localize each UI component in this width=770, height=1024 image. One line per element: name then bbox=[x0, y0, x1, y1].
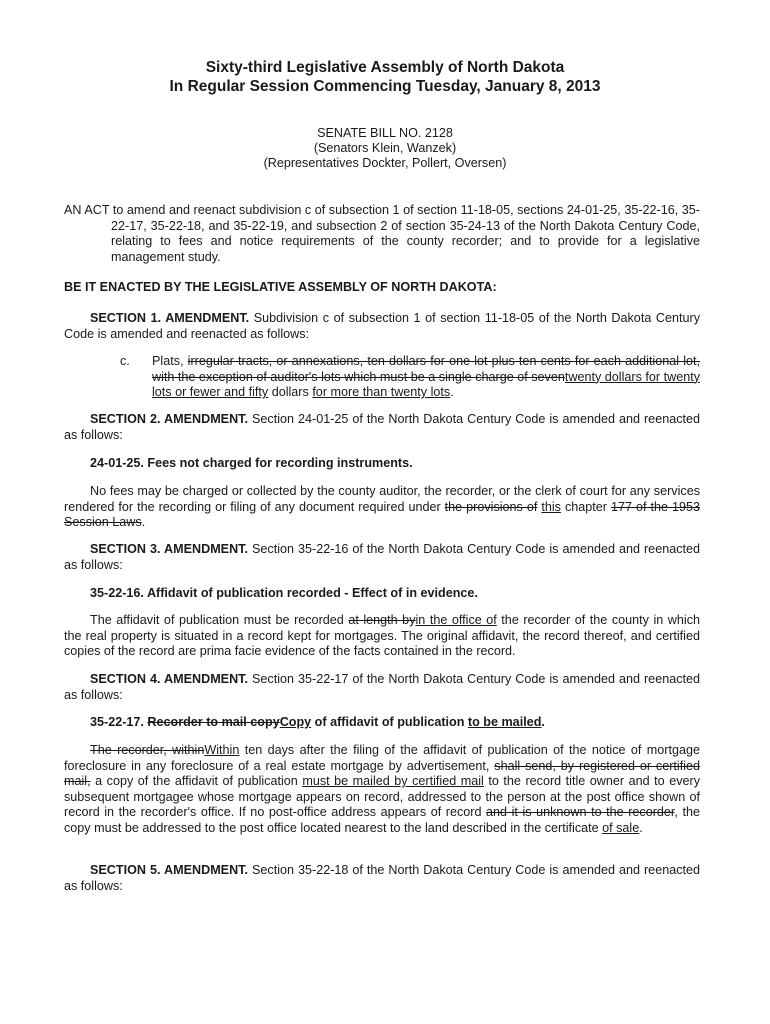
struck-text: 177 of the 1953 Session Laws bbox=[64, 499, 700, 530]
struck-text: the provisions of bbox=[444, 499, 538, 514]
section-4-heading: SECTION 4. AMENDMENT. bbox=[90, 672, 248, 686]
section-3-body bbox=[64, 613, 700, 660]
plain-text: chapter bbox=[560, 499, 611, 514]
section-4-text: Section 35-22-17 of the North Dakota Century Code is amended and reenacted as follows: bbox=[64, 672, 701, 702]
act-title: AN ACT to amend and reenact subdivision c of subsection 1 of section 11-18-05, sections 24-01-25, 35-22-16, 35-22-17, 35-22-18, and 35-22-19, and subsection 2 of section 35-24-13 of the North Dakota Century Code, relating to fees and notice requirements of the county recorder; and to provide for a legislative management study. bbox=[64, 203, 700, 264]
plain-text: . bbox=[541, 715, 545, 729]
section-4 bbox=[64, 672, 700, 703]
plain-text: ten days after the filing of the affidavit of publication of the notice of mortgage foreclosure in any foreclosure of a real estate mortgage by advertisement, bbox=[64, 743, 700, 773]
bill-number: SENATE BILL NO. 2128 bbox=[317, 126, 453, 140]
inserted-text: this bbox=[541, 499, 561, 514]
section-5 bbox=[64, 863, 700, 894]
session-title: In Regular Session Commencing Tuesday, January 8, 2013 bbox=[169, 78, 601, 95]
section-2-text: Section 24-01-25 of the North Dakota Century Code is amended and reenacted as follows: bbox=[64, 412, 701, 442]
plain-text: . bbox=[639, 820, 643, 835]
section-3-subheading: 35-22-16. Affidavit of publication recorded - Effect of in evidence. bbox=[90, 586, 478, 600]
section-2-subheading: 24-01-25. Fees not charged for recording instruments. bbox=[90, 456, 413, 470]
plain-text: to the record title owner and to every subsequent mortgagee whose mortgage appears on record, addressed to the person at the post office shown of record in the recorder's office. If no post-office address appears of record bbox=[64, 774, 700, 820]
section-4-subheading bbox=[64, 715, 700, 731]
section-3-text: Section 35-22-16 of the North Dakota Century Code is amended and reenacted as follows: bbox=[64, 542, 701, 572]
section-1-heading: SECTION 1. AMENDMENT. bbox=[90, 311, 250, 325]
struck-text: Recorder to mail copy bbox=[147, 715, 280, 729]
plain-text: dollars bbox=[268, 385, 313, 400]
plain-text: No fees may be charged or collected by the county auditor, the recorder, or the clerk of court for any services rendered for the recording or filing of any document required under bbox=[64, 484, 700, 514]
section-1-subdivision-c bbox=[108, 354, 700, 401]
section-number: 35-22-17. bbox=[90, 715, 148, 729]
plain-text: a copy of the affidavit of publication bbox=[90, 774, 303, 789]
struck-text: The recorder, within bbox=[90, 743, 205, 757]
assembly-title: Sixty-third Legislative Assembly of North Dakota bbox=[205, 59, 565, 76]
section-3-heading: SECTION 3. AMENDMENT. bbox=[90, 542, 248, 556]
section-5-heading: SECTION 5. AMENDMENT. bbox=[90, 863, 248, 877]
section-2 bbox=[64, 412, 700, 443]
section-1-text: Subdivision c of subsection 1 of section 11-18-05 of the North Dakota Century Code is amended and reenacted as follows: bbox=[64, 311, 701, 341]
plain-text: The affidavit of publication must be recorded bbox=[90, 613, 349, 627]
section-4-body bbox=[64, 743, 700, 837]
subdivision-label: c. bbox=[120, 354, 130, 368]
inserted-text: to be mailed bbox=[467, 715, 542, 729]
bill-senators: (Senators Klein, Wanzek) bbox=[313, 141, 457, 155]
subdivision-text bbox=[152, 354, 700, 401]
inserted-text: Copy bbox=[279, 715, 312, 729]
plain-text: . bbox=[450, 385, 454, 400]
inserted-text: of sale bbox=[602, 820, 640, 835]
inserted-text: for more than twenty lots bbox=[312, 385, 451, 400]
plain-text: . bbox=[141, 515, 146, 530]
struck-text: at length by bbox=[348, 613, 416, 627]
plain-text: of affidavit of publication bbox=[311, 715, 468, 729]
plain-text: , the copy must be addressed to the post office located nearest to the land described in the certificate bbox=[64, 805, 700, 835]
section-3 bbox=[64, 542, 700, 573]
plain-text: Plats, bbox=[152, 354, 188, 368]
inserted-text: must be mailed by certified mail bbox=[302, 774, 484, 789]
section-2-body bbox=[64, 484, 700, 531]
inserted-text: twenty dollars for twenty lots or fewer and fifty bbox=[152, 369, 700, 400]
bill-representatives: (Representatives Dockter, Pollert, Oversen) bbox=[263, 156, 507, 170]
section-5-text: Section 35-22-18 of the North Dakota Century Code is amended and reenacted as follows: bbox=[64, 863, 701, 893]
struck-text: irregular tracts, or annexations, ten dollars for one lot plus ten cents for each additional lot, with the exception of auditor's lots which must be a single charge of seven bbox=[152, 354, 700, 384]
struck-text: shall send, by registered or certified mail, bbox=[64, 758, 700, 789]
section-2-heading: SECTION 2. AMENDMENT. bbox=[90, 412, 248, 426]
inserted-text: Within bbox=[204, 743, 240, 757]
inserted-text: in the office of bbox=[415, 613, 497, 627]
struck-text: and it is unknown to the recorder bbox=[486, 805, 675, 820]
enacting-clause: BE IT ENACTED BY THE LEGISLATIVE ASSEMBLY OF NORTH DAKOTA: bbox=[64, 280, 497, 294]
plain-text: the recorder of the county in which the real property is situated in a record kept for mortgages. The original affidavit, the record thereof, and certified copies of the record are prima facie evidence of the facts contained in the record. bbox=[64, 613, 701, 659]
section-1 bbox=[64, 311, 700, 342]
